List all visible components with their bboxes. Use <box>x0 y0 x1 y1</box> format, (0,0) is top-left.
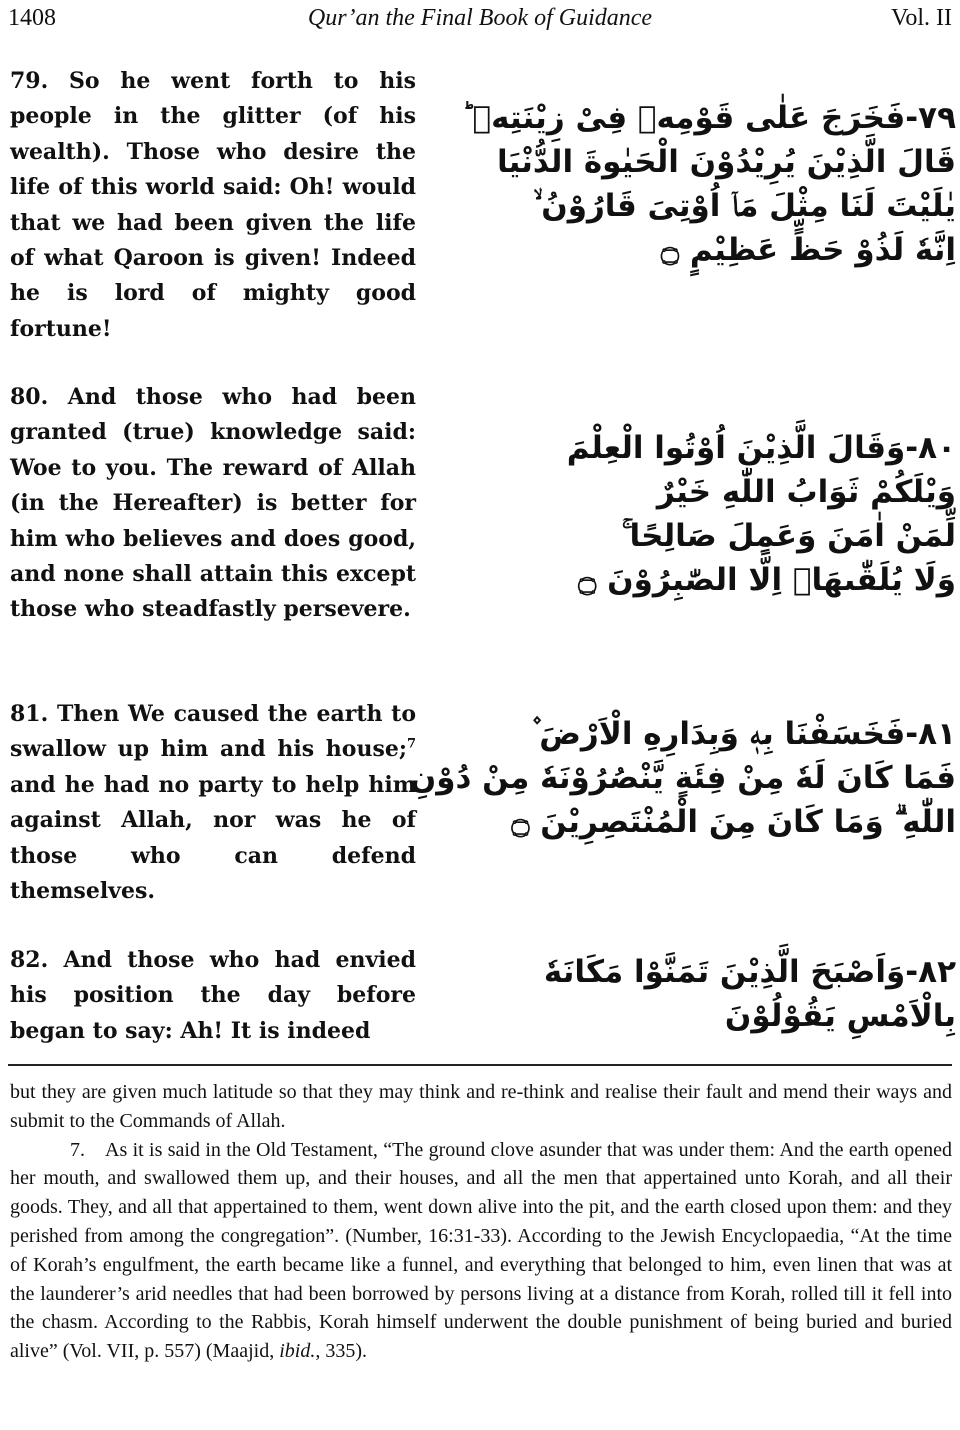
footnote-continuation: but they are given much latitude so that they may think and re-think and realise their fault and mend their ways and submit to the Commands of Allah. <box>10 1081 952 1132</box>
verse-79-text: 79. So he went forth to his people in the glitter (of his wealth). Those who desire the life of this world said: Oh! would that we had been given the life of what Qaroon is given! Indeed he is lord of mighty good fortune! <box>10 68 416 342</box>
verse-79-arabic-line: قَالَ الَّذِيْنَ يُرِيْدُوْنَ الْحَيٰوةَ الدُّنْيَا <box>496 144 956 180</box>
verse-80-arabic-line: وَيْلَكُمْ ثَوَابُ اللّٰهِ خَيْرٌ <box>656 474 956 510</box>
footnote-7-citation-italic: ibid. <box>279 1340 316 1363</box>
verse-80-arabic <box>560 426 956 602</box>
footnote-7-citation-tail: , 335). <box>315 1340 367 1363</box>
verse-79-arabic-line: يٰلَيْتَ لَنَا مِثْلَ مَاۤ اُوْتِىَ قَارُوْنُ ۙ <box>533 188 956 224</box>
page-number: 1408 <box>8 5 56 31</box>
verse-79-arabic-line: اِنَّهٗ لَذُوْ حَظٍّ عَظِيْمٍ ۝ <box>660 232 956 268</box>
footnote-7-number: 7. <box>70 1138 85 1161</box>
verse-82-arabic-line: بِالْاَمْسِ يَقُوْلُوْنَ <box>724 998 956 1034</box>
verse-80-arabic-line: ٨٠-وَقَالَ الَّذِيْنَ اُوْتُوا الْعِلْمَ <box>566 430 956 466</box>
page-header <box>8 2 952 34</box>
verse-81-text: 81. Then We caused the earth to swallow up him and his house; <box>10 701 416 763</box>
verse-82-translation <box>10 943 416 1049</box>
verse-82-text: 82. And those who had envied his position the day before began to say: Ah! It is indeed <box>10 947 416 1044</box>
verse-81-arabic-line: اللّٰهِ ۗ وَمَا كَانَ مِنَ الْمُنْتَصِرِيْنَ ۝ <box>511 804 956 840</box>
verse-81-text-continued: and he had no party to help him against Allah, nor was he of those who can defend themselves. <box>10 771 416 905</box>
volume-label: Vol. II <box>891 5 952 31</box>
verse-79-arabic-line: ٧٩-فَخَرَجَ عَلٰى قَوْمِهٖ فِىْ زِيْنَتِهٖ ؕ <box>461 100 956 136</box>
verse-79-translation <box>10 64 416 347</box>
verse-80-arabic-line: وَلَا يُلَقّٰىهَاۤ اِلَّا الصّٰبِرُوْنَ ۝ <box>578 562 956 598</box>
footnote-separator <box>8 1064 952 1066</box>
verse-79-arabic <box>461 96 956 272</box>
running-title: Qur’an the Final Book of Guidance <box>307 5 653 31</box>
verse-80-arabic-line: لِّمَنْ اٰمَنَ وَعَمِلَ صَالِحًا ۚ <box>621 518 956 554</box>
footnote-7 <box>10 1136 952 1366</box>
verse-81-arabic <box>409 712 956 844</box>
verse-82-arabic-line: ٨٢-وَاَصْبَحَ الَّذِيْنَ تَمَنَّوْا مَكَانَهٗ <box>543 954 956 990</box>
verse-80-text: 80. And those who had been granted (true) knowledge said: Woe to you. The reward of Allah (in the Hereafter) is better for him who believes and does good, and none shall attain this except those who steadfastly persevere. <box>10 384 416 623</box>
footnote-marker-7[interactable]: 7 <box>406 737 416 753</box>
verse-82-arabic <box>543 950 956 1038</box>
verse-80-translation <box>10 380 416 628</box>
verse-81-arabic-line: ٨١-فَخَسَفْنَا بِهٖ وَبِدَارِهِ الْاَرْضَ ۫ <box>531 716 956 752</box>
verse-81-translation <box>10 697 416 909</box>
footnote-7-text: As it is said in the Old Testament, “The ground clove asunder that was under them: And the earth opened her mouth, and swallowed them up, and their houses, and all the men that appertained unto Korah, and all their goods. They, and all that appertained to them, went down alive into the pit, and the earth closed upon them: and they perished from among the congregation”. (Number, 16:31-33). According to the Jewish Encyclopaedia, “At the time of Korah’s engulfment, the earth became like a funnel, and everything that belonged to him, even linen that was at the launderer’s arid needles that had been borrowed by persons living at a distance from Korah, rolled till it fell into the chasm. According to the Rabbis, Korah himself underwent the double punishment of being buried and buried alive” (Vol. VII, p. 557) (Maajid, <box>10 1138 952 1363</box>
verse-81-arabic-line: فَمَا كَانَ لَهٗ مِنْ فِئَةٍ يَّنْصُرُوْنَهٗ مِنْ دُوْنِ <box>409 760 956 796</box>
footnotes <box>10 1078 952 1366</box>
